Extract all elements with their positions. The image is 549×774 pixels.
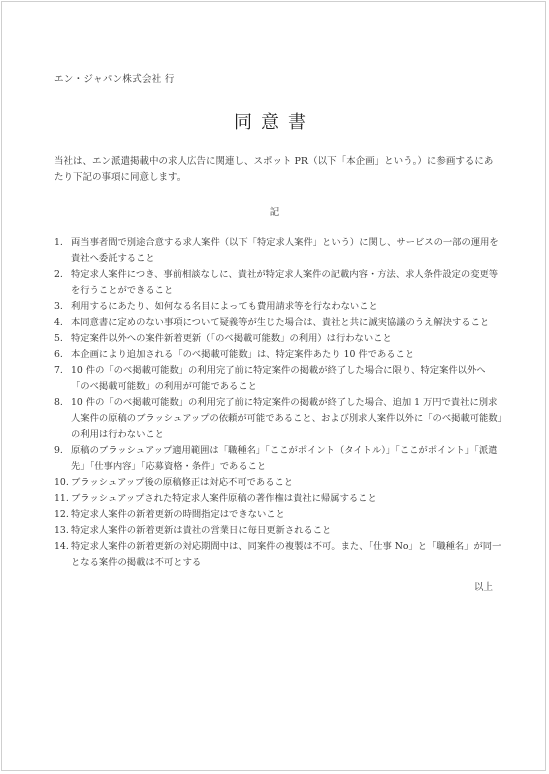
- item-number: 4.: [54, 317, 63, 328]
- item-text: 本同意書に定めのない事項について疑義等が生じた場合は、貴社と共に誠実協議のうえ解決すること: [71, 317, 490, 328]
- list-item: [54, 235, 504, 267]
- item-number: 11.: [54, 493, 69, 504]
- list-item: [54, 395, 504, 443]
- item-text: 利用するにあたり、如何なる名目によっても費用請求等を行なわないこと: [71, 301, 378, 312]
- item-number: 6.: [54, 349, 63, 360]
- item-number: 13.: [54, 525, 69, 536]
- list-item: [54, 475, 504, 491]
- list-item: [54, 443, 504, 475]
- item-number: 5.: [54, 333, 63, 344]
- item-number: 7.: [54, 365, 63, 376]
- item-number: 8.: [54, 397, 63, 408]
- item-text: 特定求人案件につき、事前相談なしに、貴社が特定求人案件の記載内容・方法、求人条件設定の変更等を行うことができること: [71, 269, 499, 296]
- item-text: 両当事者間で別途合意する求人案件（以下「特定求人案件」という）に関し、サービスの一部の運用を貴社へ委託すること: [71, 237, 499, 264]
- item-text: 原稿のブラッシュアップ適用範囲は「職種名」「ここがポイント（タイトル）」「ここがポイント」「派遣先」「仕事内容」「応募資格・条件」であること: [71, 445, 498, 472]
- document-title: 同意書: [234, 112, 315, 133]
- list-item: [54, 299, 504, 315]
- item-text: 10 件の「のべ掲載可能数」の利用完了前に特定案件の掲載が終了した場合に限り、特定案件以外へ「のべ掲載可能数」の利用が可能であること: [71, 365, 486, 392]
- intro-paragraph: 当社は、エン派遣掲載中の求人広告に関連し、スポット PR（以下「本企画」という。）に参画するにあたり下記の事項に同意します。: [54, 156, 494, 183]
- item-number: 12.: [54, 509, 69, 520]
- list-item: [54, 539, 504, 571]
- item-number: 9.: [54, 445, 63, 456]
- item-text: 特定求人案件の新着更新は貴社の営業日に毎日更新されること: [71, 525, 332, 536]
- list-item: [54, 347, 504, 363]
- list-item: [54, 363, 504, 395]
- list-item: [54, 491, 504, 507]
- item-text: 特定求人案件の新着更新の対応期間中は、同案件の複製は不可。また、「仕事 No」と「職種名」が同一となる案件の掲載は不可とする: [71, 541, 502, 568]
- list-item: [54, 507, 504, 523]
- item-number: 10.: [54, 477, 69, 488]
- document-page: [1, 1, 546, 771]
- item-text: 10 件の「のべ掲載可能数」の利用完了前に特定案件の掲載が終了した場合、追加 1 万円で貴社に別求人案件の原稿のブラッシュアップの依頼が可能であること、および別求人案件以外に「のべ掲載可能数」の利用は行わないこと: [71, 397, 503, 440]
- terms-list: [54, 235, 504, 571]
- item-text: ブラッシュアップ後の原稿修正は対応不可であること: [71, 477, 294, 488]
- item-text: ブラッシュアップされた特定求人案件原稿の著作権は貴社に帰属すること: [71, 493, 377, 504]
- item-text: 特定案件以外への案件新着更新（「のべ掲載可能数」の利用）は行わないこと: [71, 333, 392, 344]
- list-item: [54, 331, 504, 347]
- item-number: 14.: [54, 541, 69, 552]
- item-number: 3.: [54, 301, 63, 312]
- item-text: 特定求人案件の新着更新の時間指定はできないこと: [71, 509, 285, 520]
- addressee: エン・ジャパン株式会社 行: [54, 74, 175, 85]
- list-item: [54, 315, 504, 331]
- ki-heading: 記: [269, 207, 280, 218]
- closing-mark: 以上: [473, 582, 493, 593]
- list-item: [54, 523, 504, 539]
- item-number: 2.: [54, 269, 63, 280]
- item-number: 1.: [54, 237, 63, 248]
- item-text: 本企画により追加される「のべ掲載可能数」は、特定案件あたり 10 件であること: [71, 349, 415, 360]
- list-item: [54, 267, 504, 299]
